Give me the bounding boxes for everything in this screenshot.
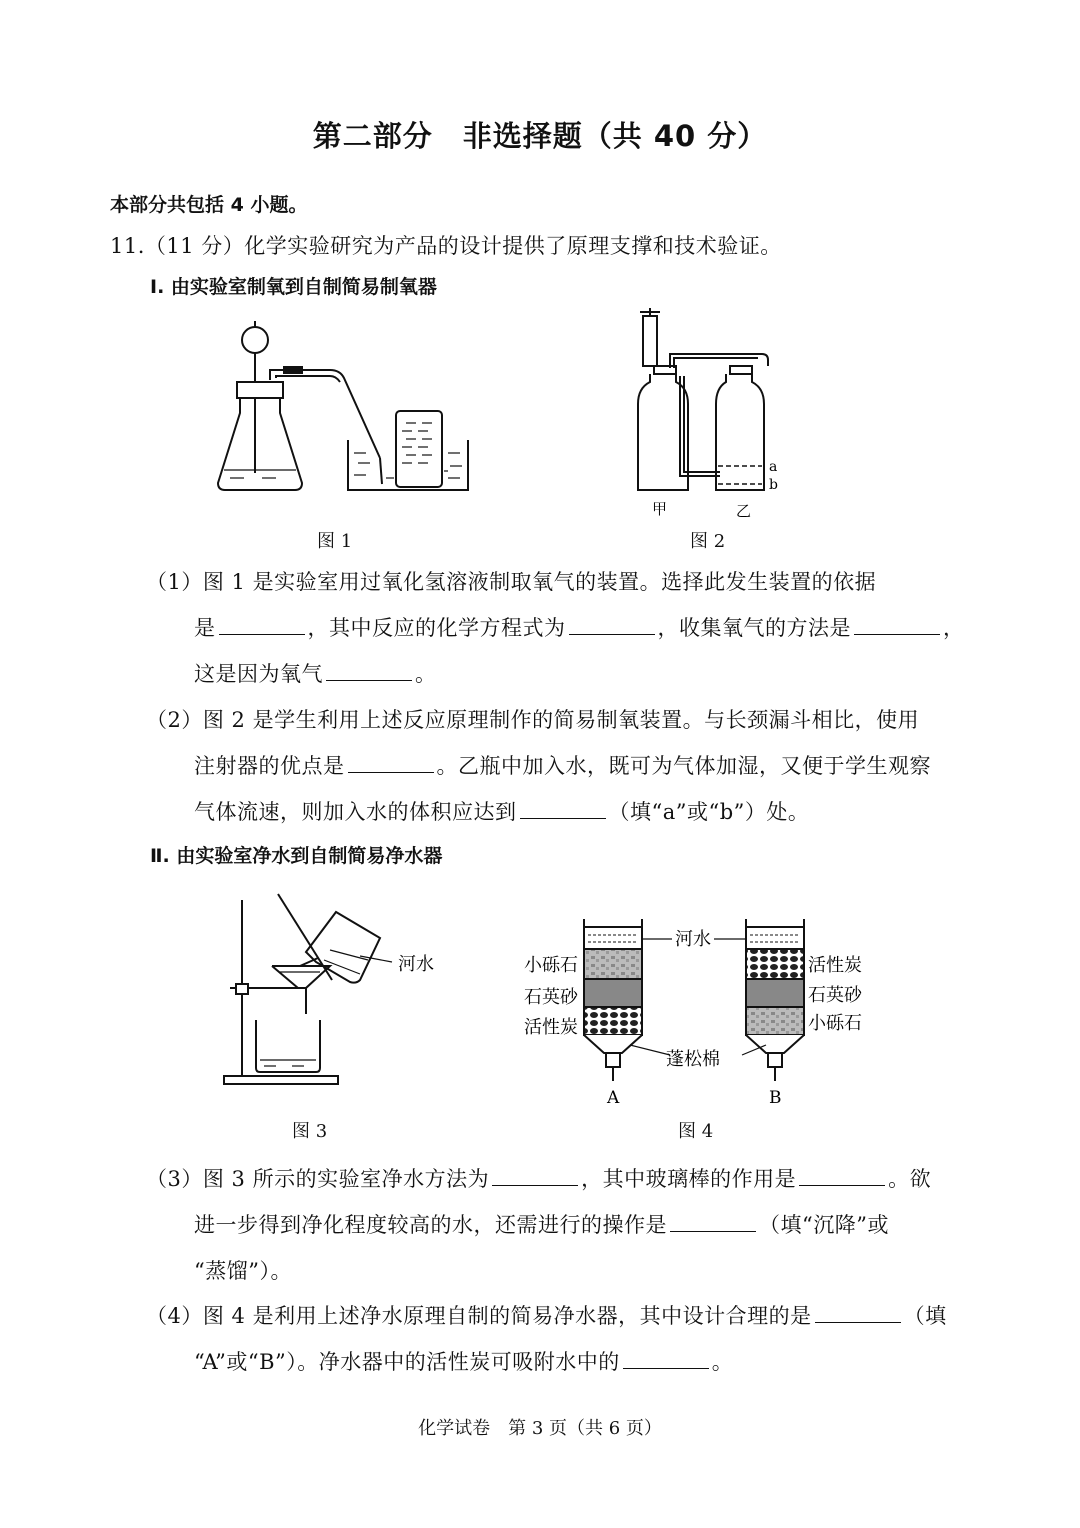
q1-text-1: 图 1 是实验室用过氧化氢溶液制取氧气的装置。选择此发生装置的依据: [202, 570, 877, 594]
q2-line-1: [146, 704, 919, 734]
q2-line-2: [194, 750, 931, 780]
answer-blank[interactable]: [326, 660, 412, 681]
answer-blank[interactable]: [348, 752, 434, 773]
q3-line-1: [146, 1163, 931, 1193]
q4-line-1: [146, 1300, 947, 1330]
q1-text-3b: 。: [415, 662, 437, 686]
q1-line-3: [194, 658, 437, 688]
q1-text-3a: 这是因为氧气: [194, 662, 323, 686]
answer-blank[interactable]: [815, 1302, 901, 1323]
fig4-label-A: A: [607, 1088, 620, 1108]
fig4-b-bot: 小砾石: [808, 1013, 862, 1034]
q1-text-2d: ，: [943, 616, 965, 640]
figure-1-oxygen-apparatus: [210, 318, 480, 503]
q4-text-2a: “A”或“B”）。净水器中的活性炭可吸附水中的: [194, 1350, 620, 1374]
q4-text-2b: 。: [711, 1350, 734, 1374]
q3-text-1c: 。欲: [888, 1167, 932, 1191]
fig4-label-cotton: 蓬松棉: [666, 1049, 720, 1070]
figure-3-filtration-apparatus: [220, 890, 450, 1090]
q1-text-2a: 是: [194, 616, 216, 640]
fig4-a-top: 小砾石: [524, 955, 578, 976]
q4-number: （4）: [146, 1304, 203, 1328]
q3-number: （3）: [146, 1167, 203, 1191]
answer-blank[interactable]: [520, 798, 606, 819]
fig3-label-river: 河水: [398, 954, 434, 975]
fig4-a-bot: 活性炭: [524, 1017, 578, 1038]
fig2-label-b: b: [769, 477, 778, 493]
q3-text-1b: ，其中玻璃棒的作用是: [581, 1167, 797, 1191]
answer-blank[interactable]: [569, 614, 655, 635]
figure-4-simple-water-purifiers: [520, 915, 880, 1110]
q3-line-3: “蒸馏”）。: [194, 1259, 292, 1283]
answer-blank[interactable]: [799, 1165, 885, 1186]
figure-3-caption: 图 3: [292, 1121, 328, 1142]
q2-line-3: [194, 796, 809, 826]
q2-text-2a: 注射器的优点是: [194, 754, 345, 778]
q1-text-2b: ，其中反应的化学方程式为: [307, 616, 566, 640]
section-2-heading: Ⅱ. 由实验室净水到自制简易净水器: [150, 845, 443, 867]
fig2-label-jia: 甲: [652, 500, 668, 518]
answer-blank[interactable]: [623, 1348, 709, 1369]
q2-text-3a: 气体流速，则加入水的体积应达到: [194, 800, 517, 824]
fig4-label-B: B: [769, 1088, 782, 1108]
q3-text-2a: 进一步得到净化程度较高的水，还需进行的操作是: [194, 1213, 667, 1237]
q1-line-2: [194, 612, 965, 642]
answer-blank[interactable]: [219, 614, 305, 635]
answer-blank[interactable]: [670, 1211, 756, 1232]
q2-text-1: 图 2 是学生利用上述反应原理制作的简易制氧装置。与长颈漏斗相比，使用: [202, 708, 920, 732]
fig2-label-a: a: [769, 459, 778, 475]
fig4-label-river: 河水: [675, 929, 711, 950]
answer-blank[interactable]: [854, 614, 940, 635]
fig4-a-mid: 石英砂: [524, 987, 578, 1008]
question-11-stem: 11.（11 分）化学实验研究为产品的设计提供了原理支撑和技术验证。: [110, 234, 782, 258]
q1-line-1: [146, 566, 876, 596]
figure-2-caption: 图 2: [690, 531, 726, 552]
answer-blank[interactable]: [492, 1165, 578, 1186]
q1-text-2c: ，收集氧气的方法是: [657, 616, 851, 640]
figure-4-caption: 图 4: [678, 1121, 714, 1142]
q3-text-2b: （填“沉降”或: [759, 1213, 889, 1237]
fig4-b-mid: 石英砂: [808, 985, 862, 1006]
figure-1-caption: 图 1: [317, 531, 353, 552]
q2-text-2b: 。乙瓶中加入水，既可为气体加湿，又便于学生观察: [436, 754, 931, 778]
q2-number: （2）: [146, 708, 203, 732]
page-title: 第二部分 非选择题（共 40 分）: [312, 119, 768, 153]
page-footer: 化学试卷 第 3 页（共 6 页）: [418, 1418, 662, 1439]
q4-text-1b: （填: [903, 1304, 947, 1328]
section-intro: 本部分共包括 4 小题。: [110, 194, 308, 216]
section-1-heading: Ⅰ. 由实验室制氧到自制简易制氧器: [150, 276, 437, 298]
q4-line-2: [194, 1346, 733, 1376]
q4-text-1a: 图 4 是利用上述净水原理自制的简易净水器，其中设计合理的是: [202, 1304, 812, 1328]
fig4-b-top: 活性炭: [808, 955, 862, 976]
q3-text-1a: 图 3 所示的实验室净水方法为: [202, 1167, 490, 1191]
figure-2-simple-oxygen-maker: [630, 308, 800, 520]
fig2-label-yi: 乙: [736, 502, 752, 520]
q2-text-3b: （填“a”或“b”）处。: [608, 800, 810, 824]
q1-number: （1）: [146, 570, 203, 594]
q3-line-2: [194, 1209, 889, 1239]
